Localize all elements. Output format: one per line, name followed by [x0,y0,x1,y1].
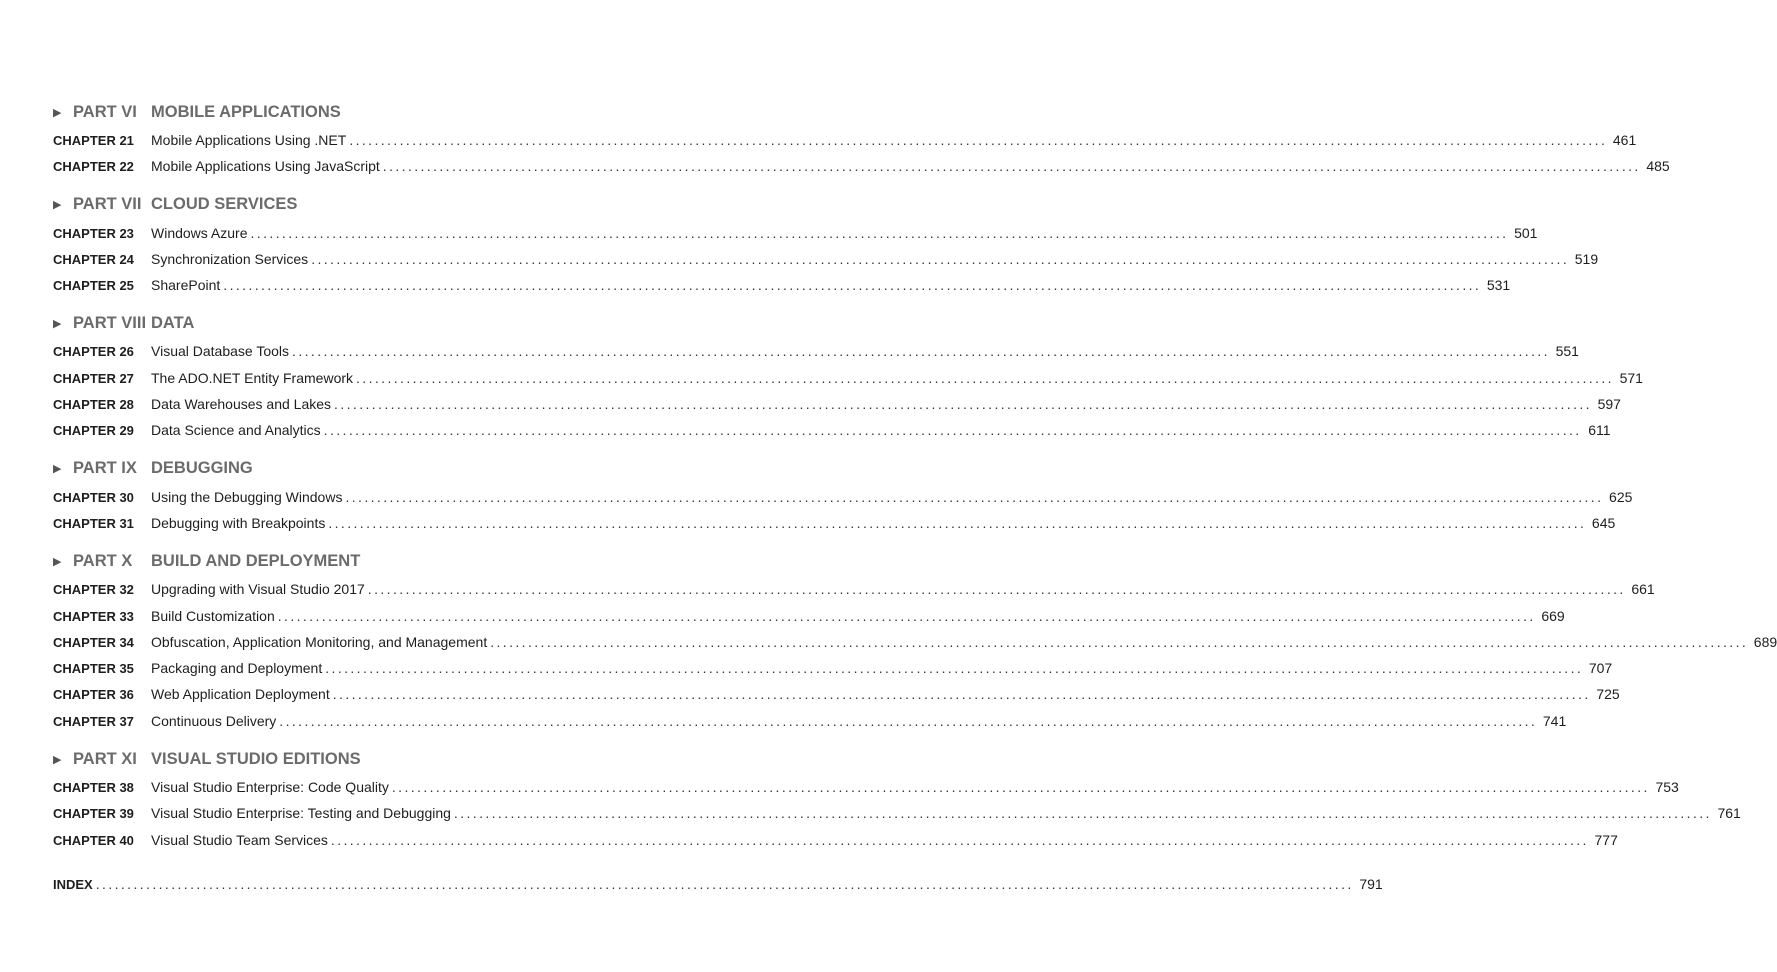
part-number: PART VII [73,195,142,214]
page-number: 625 [1609,488,1633,505]
dot-leader: ........................................................................................................................................................................................................ [279,712,1538,729]
chapter-title: Windows Azure [151,224,248,241]
chapter-entry[interactable] [53,655,1613,681]
dot-leader: ........................................................................................................................................................................................................ [323,422,1582,439]
chapter-number: CHAPTER 23 [53,225,134,241]
page-number: 597 [1597,396,1621,413]
chapter-number: CHAPTER 21 [53,133,134,148]
index-entry[interactable] [53,871,1383,897]
chapter-entry[interactable] [53,708,1567,734]
chapter-number: CHAPTER 29 [53,423,134,439]
index-label: INDEX [53,876,93,892]
dot-leader: ........................................................................................................................................................................................................ [334,396,1592,413]
dot-leader: ........................................................................................................................................................................................................ [345,488,1604,505]
chapter-title: Web Application Deployment [151,686,330,703]
chapter-title: Visual Database Tools [151,343,290,360]
chapter-number: CHAPTER 31 [53,515,134,531]
dot-leader: ........................................................................................................................................................................................................ [223,277,1482,294]
chapter-entry[interactable] [53,272,1511,298]
page-number: 707 [1588,660,1613,677]
page-number: 669 [1541,607,1565,624]
dot-leader: ........................................................................................................................................................................................................ [349,132,1608,148]
chapter-entry[interactable] [53,576,1655,602]
page-number: 761 [1717,805,1741,822]
triangle-bullet-icon: ▶ [53,555,62,568]
chapter-title: Debugging with Breakpoints [151,514,326,531]
chapter-entry[interactable] [53,220,1538,246]
chapter-title: Data Science and Analytics [151,422,321,439]
chapter-title: Data Warehouses and Lakes [151,396,332,413]
dot-leader: ........................................................................................................................................................................................................ [367,581,1626,598]
triangle-bullet-icon: ▶ [53,106,62,119]
chapter-entry[interactable] [53,510,1616,536]
chapter-number: CHAPTER 40 [53,832,134,848]
chapter-title: Mobile Applications Using JavaScript [151,158,380,175]
chapter-entry[interactable] [53,681,1620,707]
chapter-entry[interactable] [53,127,1637,153]
triangle-bullet-icon: ▶ [53,753,62,766]
chapter-number: CHAPTER 28 [53,397,134,413]
dot-leader: ........................................................................................................................................................................................................ [332,686,1591,703]
part-heading [53,194,613,216]
chapter-entry[interactable] [53,629,1777,655]
part-title: DEBUGGING [151,459,253,478]
chapter-number: CHAPTER 25 [53,278,134,294]
part-heading [53,550,613,572]
chapter-number: CHAPTER 39 [53,806,134,822]
chapter-title: Using the Debugging Windows [151,488,343,505]
page-number: 531 [1486,277,1511,294]
part-heading [53,101,613,123]
page-number: 501 [1514,224,1538,241]
page-number: 551 [1555,343,1579,360]
chapter-number: CHAPTER 26 [53,344,134,360]
chapter-title: Visual Studio Enterprise: Code Quality [151,779,389,796]
chapter-entry[interactable] [53,603,1565,629]
part-heading [53,748,613,770]
chapter-title: Build Customization [151,607,275,624]
chapter-entry[interactable] [53,800,1741,826]
dot-leader: ........................................................................................................................................................................................................ [292,343,1550,360]
dot-leader: ........................................................................................................................................................................................................ [311,250,1570,267]
page-number: 645 [1591,514,1616,531]
dot-leader: ........................................................................................................................................................................................................ [277,607,1536,624]
dot-leader: ........................................................................................................................................................................................................ [391,779,1650,796]
chapter-entry[interactable] [53,484,1633,510]
page-number: 519 [1574,250,1599,267]
page-number: 661 [1631,581,1655,598]
part-title: BUILD AND DEPLOYMENT [151,551,361,570]
chapter-number: CHAPTER 30 [53,489,134,505]
part-number: PART VIII [73,313,147,332]
chapter-title: SharePoint [151,277,221,294]
chapter-title: Synchronization Services [151,250,309,267]
chapter-entry[interactable] [53,338,1579,364]
part-title: DATA [151,313,195,332]
dot-leader: ........................................................................................................................................................................................................ [382,158,1641,175]
chapter-entry[interactable] [53,827,1618,853]
chapter-number: CHAPTER 38 [53,780,134,796]
chapter-number: CHAPTER 27 [53,370,134,386]
part-number: PART IX [73,459,137,478]
dot-leader: ........................................................................................................................................................................................................ [328,514,1587,531]
chapter-entry[interactable] [53,246,1599,272]
dot-leader: ........................................................................................................................................................................................................ [325,660,1584,677]
page-number: 571 [1619,369,1643,386]
part-heading [53,312,613,334]
part-heading [53,458,613,480]
part-number: PART VI [73,102,137,121]
chapter-number: CHAPTER 22 [53,159,134,175]
page-number: 791 [1359,875,1383,892]
chapter-number: CHAPTER 34 [53,634,134,650]
chapter-entry[interactable] [53,153,1670,179]
chapter-entry[interactable] [53,365,1643,391]
dot-leader: ........................................................................................................................................................................................................ [490,633,1749,650]
part-title: MOBILE APPLICATIONS [151,102,341,121]
triangle-bullet-icon: ▶ [53,317,62,330]
page-number: 689 [1753,633,1777,650]
chapter-title: Packaging and Deployment [151,660,323,677]
dot-leader: ........................................................................................................................................................................................................ [330,831,1589,848]
part-title: VISUAL STUDIO EDITIONS [151,749,361,768]
dot-leader: ........................................................................................................................................................................................................ [453,805,1712,822]
dot-leader: ........................................................................................................................................................................................................ [95,875,1354,892]
page-number: 777 [1594,831,1618,848]
page-number: 725 [1596,686,1620,703]
page-number: 485 [1646,158,1670,175]
chapter-number: CHAPTER 32 [53,582,134,598]
chapter-title: Mobile Applications Using .NET [151,132,347,148]
part-title: CLOUD SERVICES [151,195,298,214]
chapter-number: CHAPTER 35 [53,661,134,677]
part-number: PART XI [73,749,137,768]
chapter-entry[interactable] [53,774,1679,800]
page-number: 741 [1542,712,1567,729]
table-of-contents [53,101,1777,897]
chapter-title: Obfuscation, Application Monitoring, and Management [151,633,488,650]
chapter-entry[interactable] [53,391,1621,417]
triangle-bullet-icon: ▶ [53,199,62,212]
triangle-bullet-icon: ▶ [53,463,62,476]
page-number: 461 [1612,132,1637,148]
chapter-title: The ADO.NET Entity Framework [151,369,354,386]
chapter-title: Upgrading with Visual Studio 2017 [151,581,365,598]
chapter-title: Visual Studio Team Services [151,831,328,848]
part-number: PART X [73,551,133,570]
page-number: 611 [1588,422,1611,439]
dot-leader: ........................................................................................................................................................................................................ [250,224,1509,241]
dot-leader: ........................................................................................................................................................................................................ [356,369,1614,386]
chapter-number: CHAPTER 36 [53,687,134,703]
page-number: 753 [1655,779,1679,796]
chapter-title: Continuous Delivery [151,712,277,729]
chapter-entry[interactable] [53,417,1611,443]
chapter-title: Visual Studio Enterprise: Testing and Debugging [151,805,451,822]
chapter-number: CHAPTER 37 [53,713,134,729]
chapter-number: CHAPTER 24 [53,251,134,267]
chapter-number: CHAPTER 33 [53,608,134,624]
